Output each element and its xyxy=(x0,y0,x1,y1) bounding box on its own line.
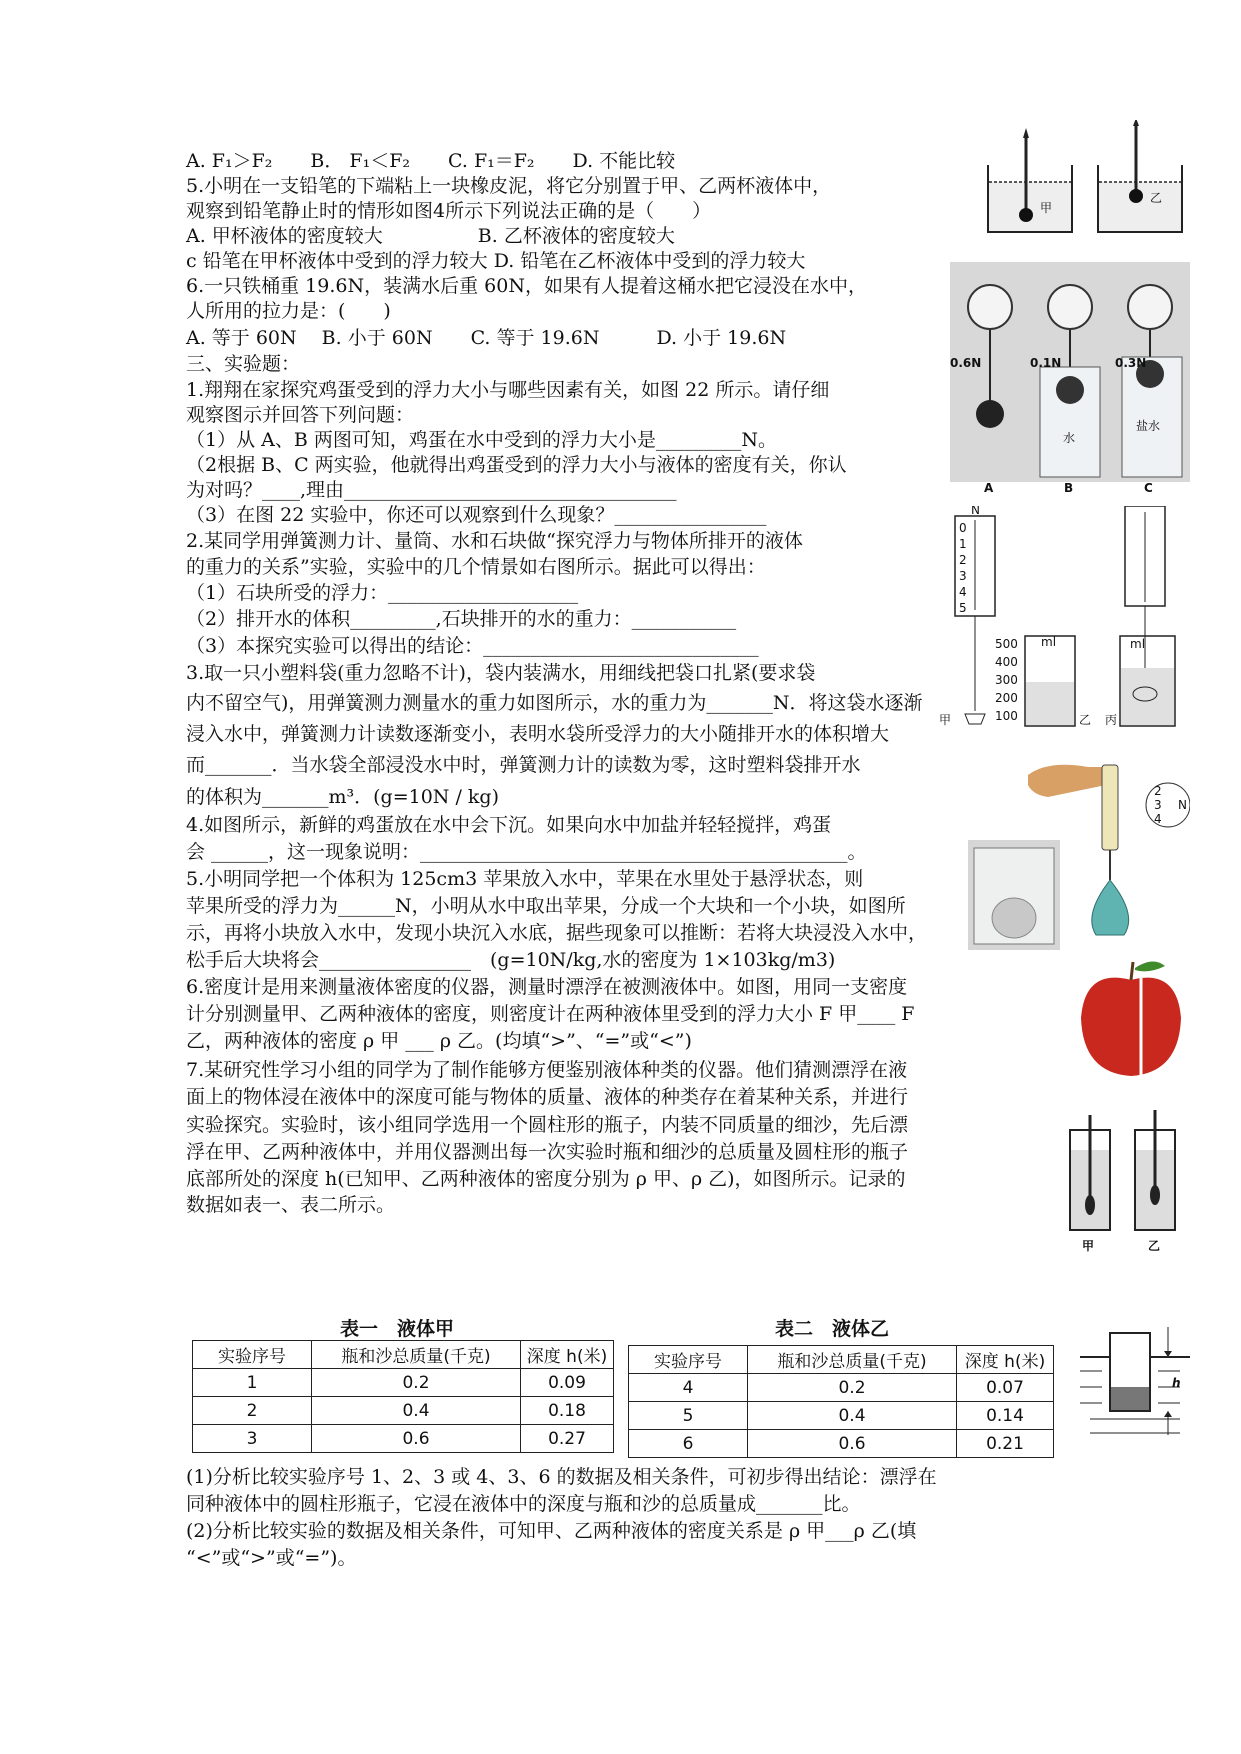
table-cell: 4 xyxy=(629,1374,748,1402)
table-header: 深度 h(米) xyxy=(521,1341,614,1369)
reading-c: 0.3N xyxy=(1115,356,1147,370)
q5-options-1: A. 甲杯液体的密度较大 B. 乙杯液体的密度较大 xyxy=(186,225,675,247)
liquid-label-salt: 盐水 xyxy=(1136,419,1161,433)
tick-label: 3 xyxy=(959,569,967,583)
table2 xyxy=(628,1345,1054,1458)
table-row xyxy=(629,1374,1054,1402)
table-cell: 6 xyxy=(629,1430,748,1458)
e5-line-4: 松手后大块将会________________ (g=10N/kg,水的密度为 1×103kg/m3) xyxy=(186,949,836,971)
tick-label: 2 xyxy=(1154,784,1162,798)
table-cell: 0.2 xyxy=(748,1374,957,1402)
e3-line-1: 3.取一只小塑料袋(重力忽略不计)，袋内装满水，用细线把袋口扎紧(要求袋 xyxy=(186,662,816,684)
table-header: 实验序号 xyxy=(193,1341,312,1369)
tick-label: 400 xyxy=(995,655,1018,669)
hydrometer-label-jia: 甲 xyxy=(1082,1239,1095,1253)
e1-q3: （3）在图 22 实验中，你还可以观察到什么现象？________________ xyxy=(186,504,767,526)
table-row xyxy=(193,1369,614,1397)
pencil-beakers-figure xyxy=(980,120,1190,238)
e1-q1: （1）从 A、B 两图可知，鸡蛋在水中受到的浮力大小是_________N。 xyxy=(186,429,777,451)
e1-q2b: 为对吗？____,理由___________________________________ xyxy=(186,479,677,501)
table-cell: 0.2 xyxy=(312,1369,521,1397)
beaker-jia xyxy=(988,128,1072,232)
q6-options: A. 等于 60N B. 小于 60N C. 等于 19.6N D. 小于 19.6N xyxy=(186,327,787,349)
hydrometer-yi xyxy=(1135,1110,1175,1253)
table-header: 深度 h(米) xyxy=(957,1346,1054,1374)
table-cell: 3 xyxy=(193,1425,312,1453)
e7-line-5: 底部所处的深度 h(已知甲、乙两种液体的密度分别为 ρ 甲、ρ 乙)，如图所示。记录的 xyxy=(186,1168,906,1190)
hydrometer-figure xyxy=(1060,1110,1190,1260)
e7-line-6: 数据如表一、表二所示。 xyxy=(186,1194,396,1216)
reading-b: 0.1N xyxy=(1030,356,1062,370)
tick-label: 0 xyxy=(959,521,967,535)
sand xyxy=(1111,1387,1149,1410)
e7-line-2: 面上的物体浸在液体中的深度可能与物体的质量、液体的种类存在着某种关系，并进行 xyxy=(186,1086,909,1108)
tick-label: 2 xyxy=(959,553,967,567)
egg-scale-figure xyxy=(950,262,1190,492)
table-cell: 2 xyxy=(193,1397,312,1425)
beaker-yi-label: 乙 xyxy=(1150,191,1163,205)
table-cell: 0.14 xyxy=(957,1402,1054,1430)
e5-line-2: 苹果所受的浮力为______N，小明从水中取出苹果，分成一个大块和一个小块，如图所 xyxy=(186,895,906,917)
table-cell: 0.4 xyxy=(312,1397,521,1425)
floating-bottle-figure xyxy=(1080,1325,1190,1440)
table-row xyxy=(193,1425,614,1453)
tick-label: 200 xyxy=(995,691,1018,705)
q6-stem-1: 6.一只铁桶重 19.6N，装满水后重 60N，如果有人提着这桶水把它浸没在水中， xyxy=(186,275,867,297)
label-yi: 乙 xyxy=(1079,713,1092,727)
table-cell: 0.09 xyxy=(521,1369,614,1397)
tick-label: 4 xyxy=(1154,812,1162,826)
water-bag xyxy=(1092,880,1129,935)
panel-label-a: A xyxy=(984,481,994,492)
section-heading: 三、实验题： xyxy=(186,353,301,375)
table-header: 瓶和沙总质量(千克) xyxy=(312,1341,521,1369)
table-cell: 0.07 xyxy=(957,1374,1054,1402)
table-header: 实验序号 xyxy=(629,1346,748,1374)
e6-line-1: 6.密度计是用来测量液体密度的仪器，测量时漂浮在被测液体中。如图，用同一支密度 xyxy=(186,976,908,998)
apple-figure xyxy=(1075,958,1187,1083)
e1-q2a: （2根据 B、C 两实验，他就得出鸡蛋受到的浮力大小与液体的密度有关，你认 xyxy=(186,454,847,476)
table-cell: 0.4 xyxy=(748,1402,957,1430)
e4-line-1: 4.如图所示，新鲜的鸡蛋放在水中会下沉。如果向水中加盐并轻轻搅拌，鸡蛋 xyxy=(186,814,832,836)
e3-line-3: 浸入水中，弹簧测力计读数逐渐变小，表明水袋所受浮力的大小随排开水的体积增大 xyxy=(186,723,890,745)
hydrometer-label-yi: 乙 xyxy=(1148,1239,1161,1253)
cylinder-yi xyxy=(995,635,1091,727)
q4-options: A. F₁＞F₂ B． F₁＜F₂ C. F₁＝F₂ D. 不能比较 xyxy=(186,150,676,172)
q5-options-2: c 铅笔在甲杯液体中受到的浮力较大 D. 铅笔在乙杯液体中受到的浮力较大 xyxy=(186,250,806,272)
table-row xyxy=(629,1402,1054,1430)
liquid-label-water: 水 xyxy=(1063,431,1076,445)
e3-line-4: 而_______．当水袋全部浸没水中时，弹簧测力计的读数为零，这时塑料袋排开水 xyxy=(186,754,861,776)
unit-label: ml xyxy=(1041,635,1057,649)
e2-stem-2: 的重力的关系”实验，实验中的几个情景如右图所示。据此可以得出： xyxy=(186,556,766,578)
table-cell: 0.18 xyxy=(521,1397,614,1425)
apple xyxy=(1081,978,1181,1076)
e2-q3: （3）本探究实验可以得出的结论：_____________________________ xyxy=(186,635,759,657)
e5-line-3: 示，再将小块放入水中，发现小块沉入水底，据些现象可以推断：若将大块浸没入水中， xyxy=(186,922,928,944)
tick-label: 4 xyxy=(959,585,967,599)
panel-label-b: B xyxy=(1064,481,1074,492)
e7-line-3: 实验探究。实验时，该小组同学选用一个圆柱形的瓶子，内装不同质量的细沙，先后漂 xyxy=(186,1114,909,1136)
e5-line-1: 5.小明同学把一个体积为 125cm3 苹果放入水中，苹果在水里处于悬浮状态，则 xyxy=(186,868,864,890)
table-cell: 0.6 xyxy=(748,1430,957,1458)
stone-label-jia: 甲 xyxy=(939,713,952,727)
e1-stem-1: 1.翔翔在家探究鸡蛋受到的浮力大小与哪些因素有关，如图 22 所示。请仔细 xyxy=(186,379,830,401)
unit-label: N xyxy=(971,506,980,517)
beaker-jia-label: 甲 xyxy=(1040,201,1053,215)
depth-label: h xyxy=(1172,1376,1181,1390)
spring-scale-jia xyxy=(939,506,995,727)
egg-beaker-figure xyxy=(968,840,1060,950)
leaf-icon xyxy=(1135,961,1165,971)
table-row xyxy=(193,1397,614,1425)
e7-q1b: 同种液体中的圆柱形瓶子，它浸在液体中的深度与瓶和沙的总质量成_______比。 xyxy=(186,1493,861,1515)
q5-stem-1: 5.小明在一支铅笔的下端粘上一块橡皮泥，将它分别置于甲、乙两杯液体中， xyxy=(186,175,832,197)
tick-label: 300 xyxy=(995,673,1018,687)
e3-line-5: 的体积为_______m³．(g=10N / kg) xyxy=(186,786,499,808)
table-cell: 0.21 xyxy=(957,1430,1054,1458)
e7-line-4: 浮在甲、乙两种液体中，并用仪器测出每一次实验时瓶和细沙的总质量及圆柱形的瓶子 xyxy=(186,1141,909,1163)
table1 xyxy=(192,1340,614,1453)
table2-caption: 表二 液体乙 xyxy=(775,1318,890,1340)
e7-q2b: “<”或“>”或“=”)。 xyxy=(186,1547,357,1569)
panel-label-c: C xyxy=(1144,481,1153,492)
reading-a: 0.6N xyxy=(950,356,982,370)
q5-stem-2: 观察到铅笔静止时的情形如图4所示下列说法正确的是（ ） xyxy=(186,200,712,222)
e4-line-2: 会 ______，这一现象说明：_____________________________________________。 xyxy=(186,841,867,863)
table-header: 瓶和沙总质量(千克) xyxy=(748,1346,957,1374)
e6-line-2: 计分别测量甲、乙两种液体的密度，则密度计在两种液体里受到的浮力大小 F 甲____ F xyxy=(186,1003,915,1025)
table-cell: 1 xyxy=(193,1369,312,1397)
q6-stem-2: 人所用的拉力是：( ) xyxy=(186,300,391,322)
egg xyxy=(992,898,1036,938)
hydrometer-jia xyxy=(1070,1115,1110,1253)
table-header-row xyxy=(629,1346,1054,1374)
cylinder-bing xyxy=(1105,506,1175,727)
e3-line-2: 内不留空气)，用弹簧测力测量水的重力如图所示，水的重力为_______N．将这袋水逐渐 xyxy=(186,692,923,714)
e6-line-3: 乙，两种液体的密度 ρ 甲 ___ ρ 乙。(均填“>”、“=”或“<”) xyxy=(186,1030,692,1052)
e2-stem-1: 2.某同学用弹簧测力计、量筒、水和石块做“探究浮力与物体所排开的液体 xyxy=(186,530,803,552)
e1-stem-2: 观察图示并回答下列问题： xyxy=(186,404,415,426)
e2-q2: （2）排开水的体积_________,石块排开的水的重力：___________ xyxy=(186,608,737,630)
stone-cylinder-figure xyxy=(935,506,1190,731)
tick-label: 5 xyxy=(959,601,967,615)
tick-label: 1 xyxy=(959,537,967,551)
e2-q1: （1）石块所受的浮力：____________________ xyxy=(186,582,579,604)
label-bing: 丙 xyxy=(1105,713,1118,727)
e7-q1a: (1)分析比较实验序号 1、2、3 或 4、3、6 的数据及相关条件，可初步得出结论：漂浮在 xyxy=(186,1466,937,1488)
table-row xyxy=(629,1430,1054,1458)
table1-caption: 表一 液体甲 xyxy=(340,1318,455,1340)
e7-q2a: (2)分析比较实验的数据及相关条件，可知甲、乙两种液体的密度关系是 ρ 甲___ρ 乙(填 xyxy=(186,1520,917,1542)
table-cell: 0.27 xyxy=(521,1425,614,1453)
tick-label: 3 xyxy=(1154,798,1162,812)
table-cell: 5 xyxy=(629,1402,748,1430)
unit-label: ml xyxy=(1130,637,1146,651)
e7-line-1: 7.某研究性学习小组的同学为了制作能够方便鉴别液体种类的仪器。他们猜测漂浮在液 xyxy=(186,1059,908,1081)
hand-icon xyxy=(1028,765,1106,797)
beaker-yi xyxy=(1098,120,1182,232)
tick-label: 500 xyxy=(995,637,1018,651)
table-header-row xyxy=(193,1341,614,1369)
table-cell: 0.6 xyxy=(312,1425,521,1453)
tick-label: 100 xyxy=(995,709,1018,723)
unit-label: N xyxy=(1178,798,1187,812)
